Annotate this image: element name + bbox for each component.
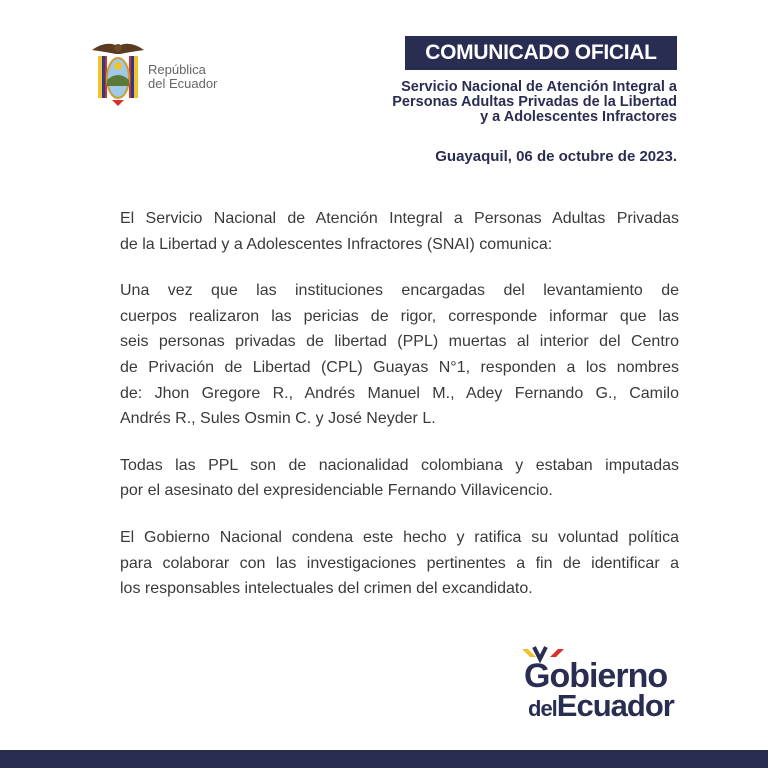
- paragraph: [120, 206, 679, 257]
- seal-text-line: del Ecuador: [148, 76, 218, 91]
- logo-line-gobierno: Gobierno: [524, 657, 668, 695]
- paragraph-line: los responsables intelectuales del crimen del excandidato.: [120, 580, 533, 598]
- paragraph-line: El Servicio Nacional de Atención Integral a Personas Adultas Privadas: [120, 210, 679, 227]
- document-date: Guayaquil, 06 de octubre de 2023.: [435, 148, 677, 165]
- institution-line: y a Adolescentes Infractores: [480, 109, 677, 125]
- paragraph-line: para colaborar con las investigaciones pertinentes a fin de identificar a: [120, 554, 679, 572]
- coat-of-arms-icon: [90, 40, 146, 108]
- paragraph-line: Andrés R., Sules Osmin C. y José Neyder L.: [120, 410, 436, 428]
- institution-line: Servicio Nacional de Atención Integral a: [401, 79, 677, 95]
- comunicado-banner: COMUNICADO OFICIAL: [405, 36, 677, 70]
- paragraph: [120, 453, 679, 504]
- paragraph-line: de Privación de Libertad (CPL) Guayas N°1, responden a los nombres: [120, 358, 679, 376]
- paragraph-line: de la Libertad y a Adolescentes Infractores (SNAI) comunica:: [120, 235, 553, 253]
- paragraph-line: de: Jhon Gregore R., Andrés Manuel M., Adey Fernando G., Camilo: [120, 384, 679, 402]
- republica-label: [148, 63, 217, 91]
- paragraph-line: Todas las PPL son de nacionalidad colombiana y estaban imputadas: [120, 456, 679, 474]
- document-body: [120, 206, 679, 623]
- seal-text-line: República: [148, 62, 206, 77]
- logo-ecuador: Ecuador: [556, 688, 674, 723]
- paragraph-line: seis personas privadas de libertad (PPL) muertas al interior del Centro: [120, 333, 679, 351]
- paragraph-line: cuerpos realizaron las pericias de rigor, corresponde informar que las: [120, 307, 679, 325]
- paragraph-line: El Gobierno Nacional condena este hecho y ratifica su voluntad política: [120, 528, 679, 546]
- logo-del: del: [528, 696, 557, 721]
- paragraph: [120, 525, 679, 602]
- paragraph-line: por el asesinato del expresidenciable Fernando Villavicencio.: [120, 482, 553, 500]
- paragraph-line: Una vez que las instituciones encargadas del levantamiento de: [120, 282, 679, 300]
- institution-line: Personas Adultas Privadas de la Libertad: [392, 94, 677, 110]
- paragraph: [120, 278, 679, 432]
- logo-line-ecuador: [528, 689, 674, 726]
- bottom-bar: [0, 750, 768, 768]
- institution-name: [277, 80, 677, 125]
